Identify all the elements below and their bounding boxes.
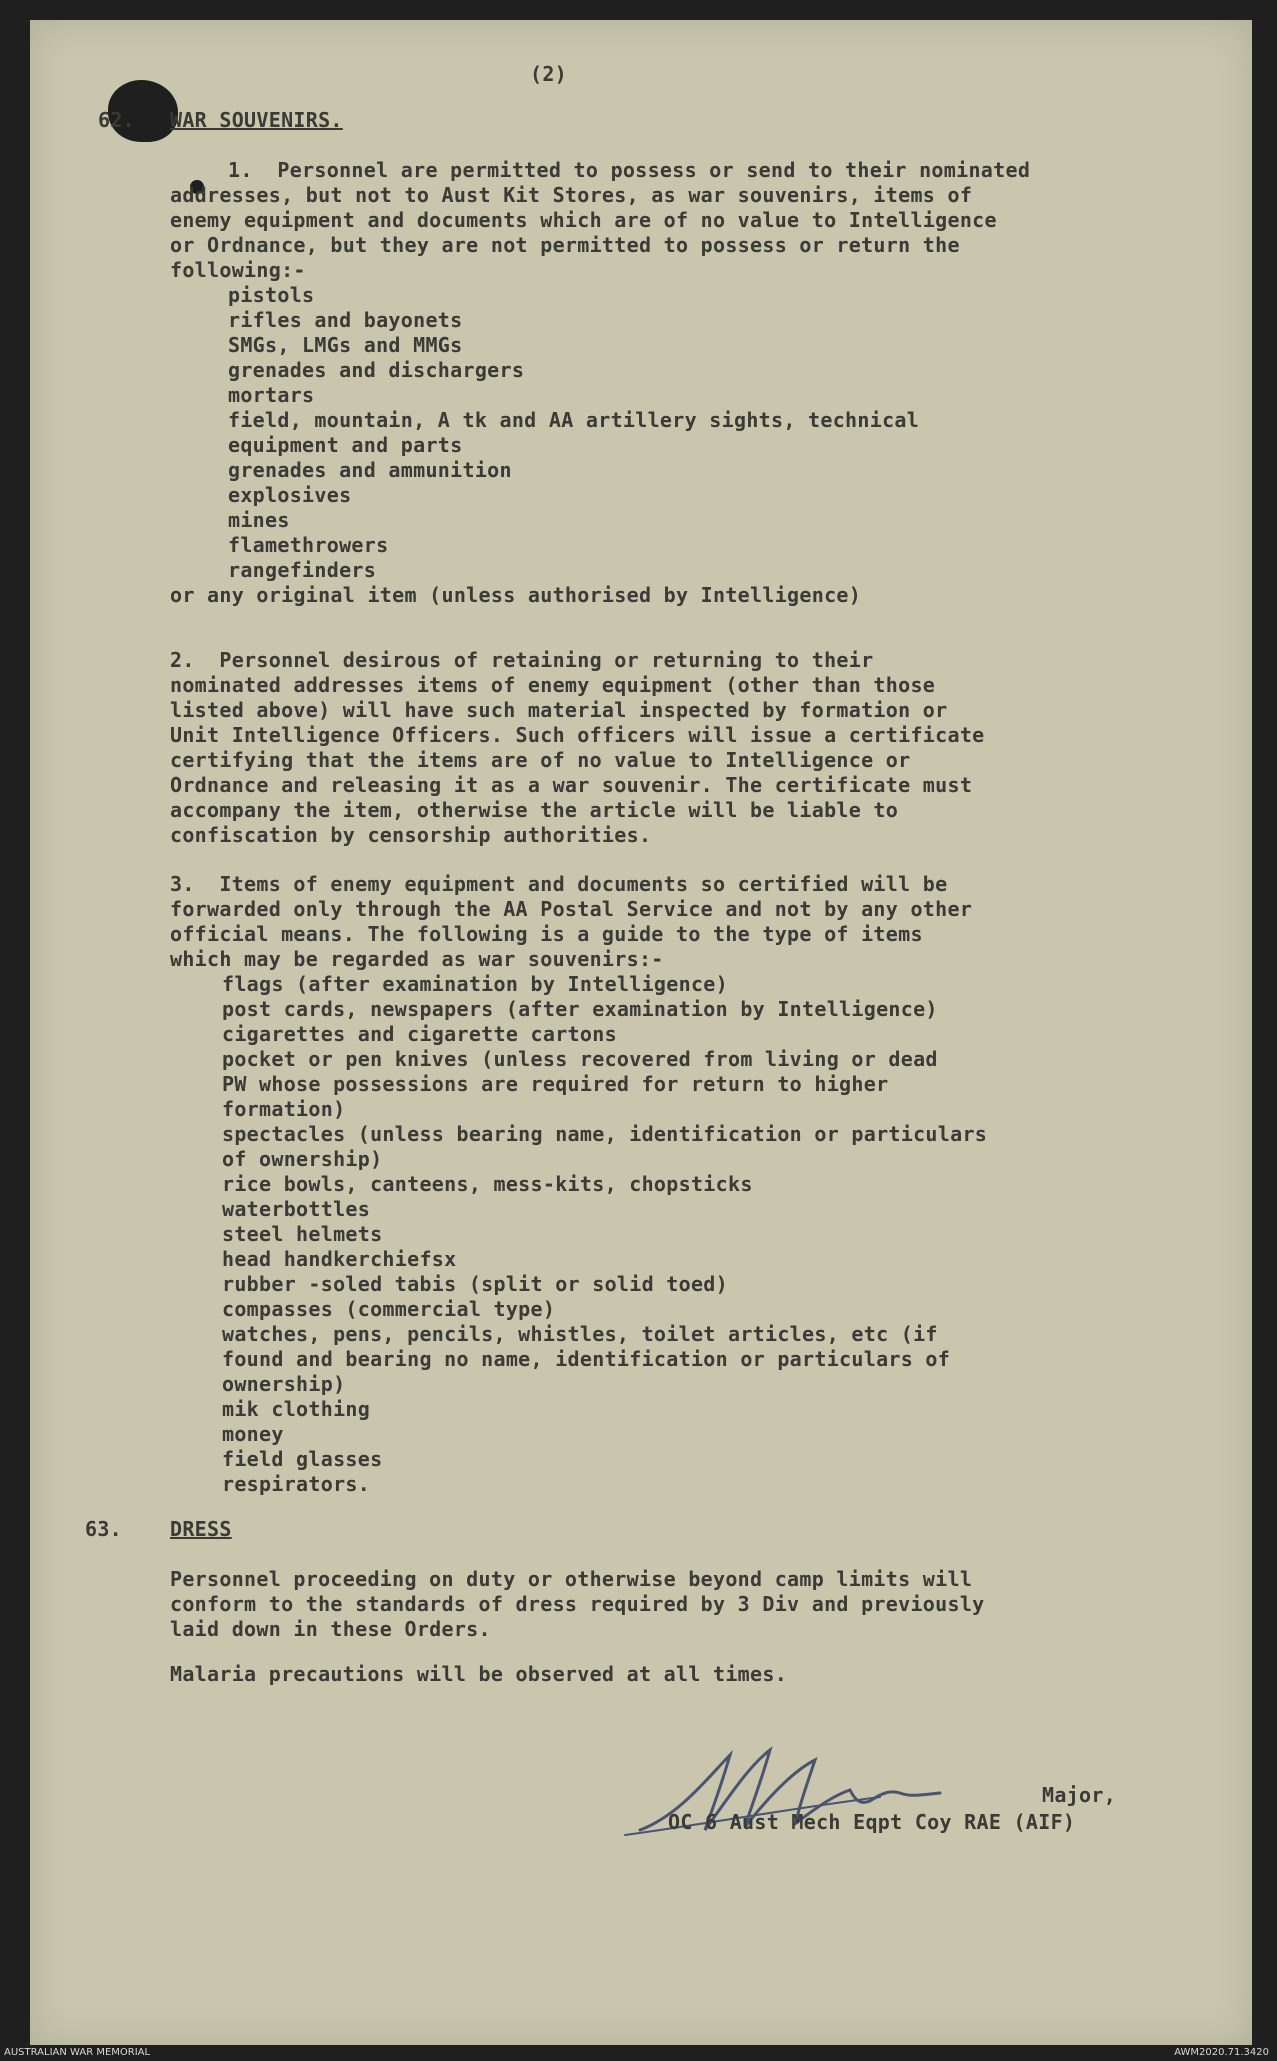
- text-line: Unit Intelligence Officers. Such officers will issue a certificate: [170, 723, 985, 747]
- list-item: flamethrowers: [228, 533, 389, 557]
- list-item: rubber -soled tabis (split or solid toed): [222, 1272, 728, 1296]
- text-line: conform to the standards of dress required by 3 Div and previously: [170, 1592, 985, 1616]
- footer-reference: AWM2020.71.3420: [1174, 2047, 1269, 2058]
- text-line: 1. Personnel are permitted to possess or send to their nominated: [228, 158, 1031, 182]
- list-item: rifles and bayonets: [228, 308, 463, 332]
- signature-rank: Major,: [1042, 1783, 1117, 1807]
- list-item: ownership): [222, 1372, 346, 1396]
- section-63-number: 63.: [85, 1517, 123, 1541]
- list-item: waterbottles: [222, 1197, 371, 1221]
- section-62-para-3: [170, 872, 972, 972]
- list-item: steel helmets: [222, 1222, 383, 1246]
- list-item: watches, pens, pencils, whistles, toilet articles, etc (if: [222, 1322, 938, 1346]
- list-item: compasses (commercial type): [222, 1297, 556, 1321]
- prohibited-items-list: [228, 283, 919, 583]
- document-page: [30, 20, 1252, 2045]
- souvenir-items-list: [222, 972, 987, 1497]
- text-line: laid down in these Orders.: [170, 1617, 491, 1641]
- list-item: post cards, newspapers (after examination by Intelligence): [222, 997, 938, 1021]
- page-number: (2): [530, 62, 568, 86]
- footer-source: AUSTRALIAN WAR MEMORIAL: [4, 2047, 151, 2058]
- section-62-number: 62.: [98, 108, 136, 132]
- signature-unit: OC 6 Aust Mech Eqpt Coy RAE (AIF): [668, 1810, 1076, 1834]
- text-line: enemy equipment and documents which are of no value to Intelligence: [170, 208, 997, 232]
- text-line: which may be regarded as war souvenirs:-: [170, 947, 664, 971]
- list-item: respirators.: [222, 1472, 371, 1496]
- text-line: Personnel proceeding on duty or otherwise beyond camp limits will: [170, 1567, 973, 1591]
- list-item: found and bearing no name, identification or particulars of: [222, 1347, 951, 1371]
- text-line: listed above) will have such material inspected by formation or: [170, 698, 948, 722]
- list-item: explosives: [228, 483, 352, 507]
- section-63-para-1: [170, 1567, 985, 1642]
- text-line: or Ordnance, but they are not permitted to possess or return the: [170, 233, 960, 257]
- text-line: 3. Items of enemy equipment and documents so certified will be: [170, 872, 948, 896]
- footer-bar: [0, 2045, 1277, 2061]
- text-line: 2. Personnel desirous of retaining or returning to their: [170, 648, 874, 672]
- list-item: grenades and dischargers: [228, 358, 525, 382]
- text-line: forwarded only through the AA Postal Service and not by any other: [170, 897, 973, 921]
- list-item: field, mountain, A tk and AA artillery sights, technical: [228, 408, 920, 432]
- list-item: mik clothing: [222, 1397, 371, 1421]
- list-item: of ownership): [222, 1147, 383, 1171]
- section-63-para-2: Malaria precautions will be observed at all times.: [170, 1662, 788, 1686]
- list-item: head handkerchiefsx: [222, 1247, 457, 1271]
- list-item: PW whose possessions are required for return to higher: [222, 1072, 889, 1096]
- list-item: grenades and ammunition: [228, 458, 512, 482]
- section-62-title: WAR SOUVENIRS.: [170, 108, 343, 132]
- list-item: rice bowls, canteens, mess-kits, chopsticks: [222, 1172, 753, 1196]
- list-item: mortars: [228, 383, 315, 407]
- text-line: confiscation by censorship authorities.: [170, 823, 652, 847]
- list-item: pocket or pen knives (unless recovered from living or dead: [222, 1047, 938, 1071]
- text-line: nominated addresses items of enemy equipment (other than those: [170, 673, 936, 697]
- section-62-para-1: [170, 158, 1031, 283]
- list-item: spectacles (unless bearing name, identification or particulars: [222, 1122, 988, 1146]
- text-line: addresses, but not to Aust Kit Stores, as war souvenirs, items of: [170, 183, 973, 207]
- section-62-para-2: [170, 648, 985, 848]
- text-line: following:-: [170, 258, 306, 282]
- prohibited-closing: or any original item (unless authorised by Intelligence): [170, 583, 862, 607]
- text-line: Ordnance and releasing it as a war souvenir. The certificate must: [170, 773, 973, 797]
- list-item: equipment and parts: [228, 433, 463, 457]
- list-item: pistols: [228, 283, 315, 307]
- list-item: flags (after examination by Intelligence): [222, 972, 728, 996]
- text-line: certifying that the items are of no value to Intelligence or: [170, 748, 911, 772]
- text-line: accompany the item, otherwise the article will be liable to: [170, 798, 899, 822]
- list-item: money: [222, 1422, 284, 1446]
- list-item: cigarettes and cigarette cartons: [222, 1022, 617, 1046]
- text-line: official means. The following is a guide to the type of items: [170, 922, 923, 946]
- list-item: SMGs, LMGs and MMGs: [228, 333, 463, 357]
- section-63-title: DRESS: [170, 1517, 232, 1541]
- list-item: mines: [228, 508, 290, 532]
- list-item: rangefinders: [228, 558, 377, 582]
- list-item: field glasses: [222, 1447, 383, 1471]
- list-item: formation): [222, 1097, 346, 1121]
